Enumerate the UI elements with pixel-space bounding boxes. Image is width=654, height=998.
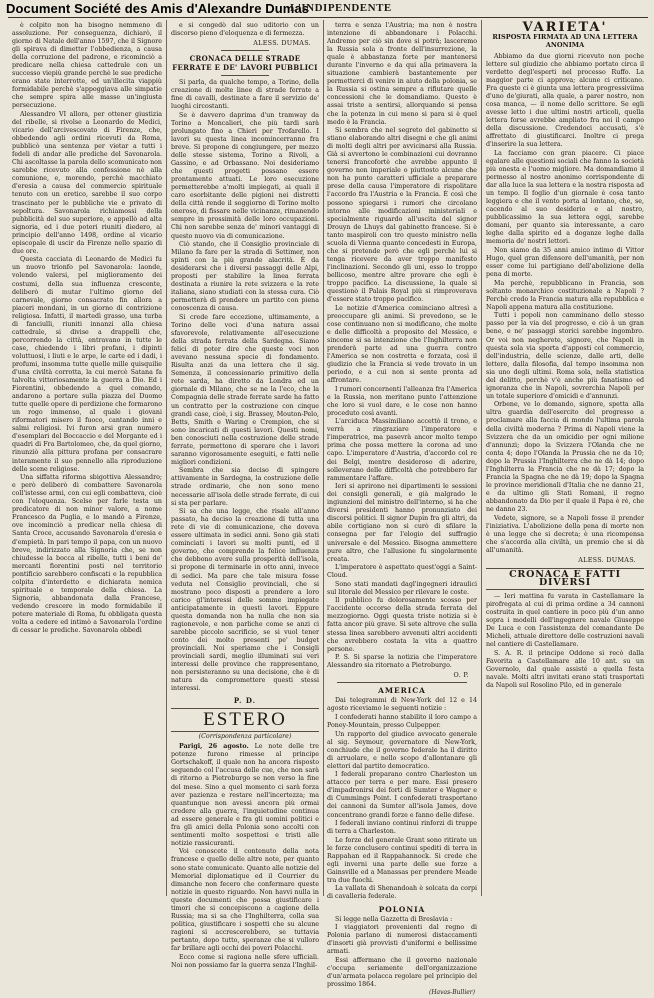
signature: ALESS. DUMAS. — [253, 39, 311, 48]
paragraph: I confederati hanno stabilito il loro campo a Poney-Mountain, presso Culpepper. — [327, 713, 477, 729]
paragraph: Si legge nella Gazzetta di Breslavia : — [335, 915, 453, 923]
column-3 — [327, 22, 477, 997]
paragraph: Le notizie d'America cominciano altresì a preoccupare gli animi. Si prevedono, se le cose continuano non si modificano, che molte e delle difficoltà a proposito del Messico, e sincome si sa intenzione che l'Inghilterra non prenderà parte ad una guerra contro l'America se non costretta e forzata, così il giudizio che la Francia si vede trovato in un periodo, e a cui non si sente pronta ad affrontare. — [327, 304, 477, 385]
divider — [337, 682, 467, 683]
column-2 — [171, 22, 319, 969]
paragraph: Si crede fare eccezione, ultimamente, a Torino delle voci d'una natura assai sfavorevole, relativamente all'esecuzione della strada ferrata della Sardegna. Siamo felici di poter dire che queste voci non avevano nessuna specie di fondamento. Risulta anzi da una lettera che il sig. Semenza, il concessionario primitivo della rete sarda, ha diretto da Londra ed un giornale di Milano, che se ne la l'eco, che la Compagnia delle strade ferrate sarde ha fatto un contratto per la costruzione con cinque grandi case, cioè, i sig. Brassey, Mouton-Pelo, Betts, Smith e Waring e Crempion, che si sono incaricati di questi lavori. Questi nomi, ben conosciuti nella costruzione delle strade ferrate, permettono di sperare che i lavori saranno vigorosamente eseguiti, e fatti nelle migliori condizioni. — [171, 314, 319, 466]
header-rule — [8, 17, 648, 18]
column-divider — [323, 20, 324, 896]
paragraph: La vallata di Shenandoah è solcata da corpi di cavalleria federale. — [327, 885, 477, 901]
paragraph: Si parla, da qualche tempo, a Torino, della creazione di molte linee di strade ferrate a fine di cavalli, destinate a fare il servizio de' luoghi circostanti. — [171, 79, 319, 111]
paragraph: Ecco come si ragiona nelle sfere ufficiali. Noi non possiamo far la guerra senza l'Inghil- — [171, 953, 319, 969]
paragraph: Alessandro VI allora, per ottener giustizia del ribelle, si rivolse a Leonardo de Medici, vicario dell'arcivescovato di Firenze, che, obbedendo agli ordini ricevuti da Roma, pubblicò una sentenza per vietar a tutti i fedeli di andar alle prediche del Savonarola. Chi ascoltasse la parola dello scomunicato non sarebbe ricevuto alla confessione nè alla comunione, e, morendo, perchè macchiato d'eresia a causa del commercio spirituale tenuto con un eretico, sarebbe il suo corpo trascinato per le pubbliche vie e privato di sepoltura. Savonarola richiamossi della pubblicità del suo superiore, e appellò ad alta signoria, ed i due poteri riuniti diedero, al principio dell'anno 1498, ordine al vicario episcopale di uscir da Firenze nello spazio di due ore. — [12, 111, 162, 255]
paragraph: I federali inviano continui rinforzi di truppe di terra a Charleston. — [327, 820, 477, 836]
column-4 — [486, 22, 644, 894]
paragraph: Sono stati mandati dagl'ingegneri idraulici sul litorale del Messico per rilevare le coste. — [327, 580, 477, 596]
paragraph: S. A. R. il principe Oddone si recò dalla Favorita a Castellamare alle 10 ant. su un Governolo, dal quale assisté a quella festa navale. Molti altri invitati erano stati trasportati da Napoli sul Rosolino Pilo, ed in generale — [486, 649, 644, 689]
paragraph: e si congedò dal suo uditorio con un discorso pieno d'eloquenza e di fermezza. — [171, 22, 319, 38]
column-divider — [481, 20, 482, 896]
paragraph: Tutti i popoli non camminano dello stesso passo per la via del progresso, e ciò à un gran bene, e ne' passaggi storici sarebbe ingombro. Or voi non negherete, signore, che Napoli in questa sola via sporta d'apposti col commercio, dell'industria, delle scienze, dalle arti, delle lettere, dalla filosofia, dal tempo insomma non sia uno degli ultimi. Roma sola, nella statistica del delitto, perchè v'è anche più fanatismo ed ignoranza che in Napoli, sovrerchia Napoli per un totale superiore d'omicidi e d'annunzi. — [486, 312, 644, 400]
paragraph: Non siamo da 35 anni amico intimo di Vittor Hugo, quel gran difensore dell'umanità, per non esser come lui partigiano dell'abolizione della pena di morte. — [486, 246, 644, 279]
paragraph: Una siffatta riforma sbigottiva Alessandro; e però deliberò di combattere Savonarola coll'istesse armi, con cui egli combatteva, cioè con l'eloquenza. Scelse per farle testa un predicatore di non minor valore, a nome Francesco da Puglia, e lo mandò a Firenze, ove incominciò a predicar nella chiesa di Santa Croce, accusando Savonarola d'eresia e d'empietà. In pari tempo il papa, con un nuovo breve, indirizzato alla Signoria che, se non chiudesse la bocca al ribelle, tutti i beni de' mercanti fiorentini posti nel territorio pontificio sarebbero confiscati e la repubblica colpita d'interdetto e dichiarata nemica spirituale e temporale della chiesa. La Signoria, abbandonata dalla Francese, vedendo crescere in modo formidabile il potere materiale di Roma, fu obbligata questa volta a cedere ed intimò a Savonarola l'ordine di cessar le prediche. Savonarola obbedì — [12, 474, 162, 635]
section-title-estero: ESTERO — [171, 708, 319, 732]
section-subtitle: RISPOSTA FIRMATA AD UNA LETTERA ANONIMA — [492, 33, 638, 50]
paragraph — [171, 743, 319, 848]
document-watermark: Document Société des Amis d'Alexandre Dumas — [6, 0, 310, 16]
dateline: Parigi, 26 agosto. — [179, 743, 249, 751]
paragraph: La facciamo con gran piacere. Ci piace egalare alle questioni sociali che fanno la società più onesta e l'uomo migliore. Ma domandiamo il permesso al nostro anonimo corrispondente di dar alla luce la sua lettera e la nostra risposta ad un tempo. Il foglio d'un giornale è cosa tanto leggiera e che il vento porta al lontano, che, se, cacendo al suo desiderio e al nostro, pubblicassimo la sua lettera oggi, sarebbe domani, per quanto sia interessante, a caro leghe dalla spirito ed a doganze leghe dalla memoria de' nostri lettori. — [486, 149, 644, 246]
paragraph: L'imperatore è aspettato quest'oggi a Saint-Cloud. — [327, 564, 477, 580]
paragraph: Orbene, ve lo domando, signore, spetta alla ultra guardia dell'esercito del progresso a proclamare alla faccia di mondo l'ultima parola della civiltà moderna ? Prima di Napoli viene la Svizzera che da un omicidio per ogni milione d'annunzi; dopo la Svizzera l'Olanda che ne conta 4; dopo l'Olanda la Prussia che ne da 10; dopo la Prussia l'Inghilterra che ne dà 14; dopo l'Inghilterra la Francia che ne dà 17; dopo la Francia la Spagna che ne dà 19; dopo la Spagna le province meridionali d'Italia che ne danno 21, e da ultimo gli Stati Romani, il regno abbandonato da Dio per il quale il Papa è rè, che ne danno 23. — [486, 401, 644, 513]
section-title-railways: CRONACA DELLE STRADE FERRATE E DE' LAVORI PUBBLICI — [172, 54, 318, 73]
paragraph: Sembra che sia deciso di spingere attivamente in Sardegna, la costruzione delle strade ordinarie, che non sono meno necessarie all'isola delle strade ferrate, di cui si sta per parlare. — [171, 467, 319, 507]
paragraph: è colpito non ha bisogno nemmeno di assoluzione. Per conseguenza, dichiarò, il giorno di Natale dell'anno 1597, che il Signore gli spirava di dimetter l'obbedienza, a causa della corruzione del padrone, e ricominciò a predicare nella chiesa cattedrale con un successo viepiù grande perchè le sue prediche erano state interrotte, ed un'illecita viappiù formidabile perchè s'appoggiava alle simpatie che sempre spira alle masse un'ingiusta persecuzione. — [12, 22, 162, 110]
paragraph: Abbiamo da due giorni ricevuto non poche lettere sul giudizio che abbiamo portato circa il verdetto degl'esperti nel processo Ruffo. La maggior parte ci approva; alcune ci criticano. Fra queste ci è giunta una lettera progressiviima d'uno de'giurati, alla quale, a parer nostro, non cosa manca, — il nome dello scrittore. Se egli avesse letto i due ultimi nostri articoli, quella lettera forse avrebbe ampliato fra noi il campo della discussione. Credendoci accusati, s'è affrettato di giustificarci. Inoltre ci prega d'inserire la sua lettera. — [486, 52, 644, 149]
paragraph: Si sa che una legge, che risale all'anno passato, ha deciso la creazione di tutta una rete di vie di comunicazione, che doveva essere ultimata in sedici anni. Sono già stati cominciati i lavori su molti punti, ed il governo, che comprende la felice influenza che debbono avere sulla prosperità dell'isola, si propone di terminarle in otto anni, invece di sedici. Ma pare che tale misura fosse veduta nel Consiglio provinciali, che si mostrano poco disposti a prendere a loro carico gl'interessi delle somme impiegate anticipatamente in questi lavori. Eppure questa domanda non ha nulla che non sia ragionevole, e non parliche come se anzi ci sarebbe piccolo sacrificio, se si vuol tener conto dei molto presenti pe' budget provinciali. Noi speriamo che i Consigli provinciali sardi, meglio illuminati sui veri interessi delle province che rappresentano, non persisteranno su una decisione, che è di natura da compromettere questi stessi interessi. — [171, 508, 319, 693]
signature: ALESS. DUMAS. — [578, 555, 636, 564]
section-title-polonia: POLONIA — [378, 904, 426, 914]
paragraph: terra e senza l'Austria; ma non è nostra intenzione di abbandonare i Polacchi. Andremo per ciò sin dove si potrà; lasceremo la Russia sola a fronte dell'insurrezione, la quale è abbastanza forte per mantenersi durante l'inverno e da qui alla primavera la situazione cambierà bastantemente per permetterci di venire in aiuto della polonia, se la Russia si ostina sempre a rifiutare quelle concessioni che le domandiamo. Questo è assai triste a sentirsi, allorquando si pensa che la potenza in cui meno si para si è quel medo è la Francia. — [327, 22, 477, 126]
divider — [221, 75, 269, 76]
paragraph: Ciò stando, che il Consiglio provinciale di Milano fa fare per la strada di Settimer, non spinti con la più grande alacrità. È da desiderarsi che i diversi passaggi delle Alpi, proposti per stabilire la linea ferrata destinata a riunire la rete svizzera e la rete italiana, siano studiati con la stessa cura. Ciò permetterà di prendere un partito con piena conoscenza di causa. — [171, 241, 319, 313]
newspaper-masthead: L'INDIPENDENTE — [290, 2, 392, 14]
paragraph: Vedete, signore, se a Napoli fosse il prender l'iniziativa. L'abolizione della pena di morte non è una legge che si decreta; è una ricompensa che s'accorda alla civiltà, un premio che si dà all'umanità. — [486, 514, 644, 554]
section-subtitle: (Corrispondenza particolare) — [198, 733, 292, 741]
paragraph: I federali preparano contro Charleston un attacco per terra e per mare. Essi presero d'impadronirsi dei forti di Sumter e Wagner e di Cummings Point. I confederati trasportano dei cannoni da Sumter all'isola James, dove concentrano grandi forze e fanno delle difese. — [327, 771, 477, 819]
paragraph: Dai telegrammi di New-York del 12 e 14 agosto riceviamo le seguenti notizie : — [327, 697, 477, 713]
column-1 — [12, 22, 162, 894]
paragraph: Ma perchè, repubblicano in Francia, son soltanto monarchico costituzionale a Napoli ? Perchè credo la Francia matura alla repubblica e Napoli appena matura alla costituzione. — [486, 279, 644, 311]
paragraph: P. S. Si sparse la notizia che l'imperatore Alessandro sia ritornato a Pietroburgo. — [327, 654, 477, 670]
signature: O. P. — [453, 671, 469, 680]
section-title-america: AMERICA — [378, 686, 426, 696]
section-title-varieta: VARIETA' — [522, 20, 608, 35]
paragraph: Si sembra che nel segreto del gabinetto si stiano elaborando altri disegni e che gli animi di molti degli altri per avvicinarsi alla Russia. Già si avvertono le combinazioni cui dovranno tenersi francofortè che avrebbe appunto il governo non imperiale o piuttosto alcune che non ha punto caratteri ufficiale a preparare prese della causa l'imperatore di rispolitare l'accordo fra l'Austria e la Francia. È così che possono spiegarsi i rumori che circolano intorno alle modificazioni ministeriali e specialmente riguardo all'uscita del signor Drouyn de Lhuys dal gabinetto francese. Si è tanto maspiroli con tro questo ministro nella scuola di Vienna quanto concedesti in Europa, che si pretende però che egli perchè lui si tenga ricevere da aver troppo manifesto l'inclinazioni. Secondo gli uni, esso lo troppo bellicoso, mentre altre provare che egli è troppo pacifico. La discussione, la quale si questionò il Palais Royal più si rimproverava d'essere stato troppo pacifico. — [327, 127, 477, 304]
column-divider — [166, 20, 167, 896]
paragraph: Se è davvero daprima d'un tramway da Torino a Moncalieri, che più tardi sarà prolungato fino a Chieri per Trofarello. I lavori su questa linea incomincerranno fra breve. Si propone di congiungere, per mezzo delle stesse sistema, Torino a Rivoli, a Gassino, e ad Orbassano. Noi desideriamo che questi progetti possano essere prontamente attuati. Le loro esecuzione permetterebbe a'molti impiegati, ai quali il caro esorbitante delle pigioni nei distretti della città rende il soggiorno di Torino molto oneroso, di fissare nelle vicinanze, rimanendo sempre in prossimità delle loro occupazioni. Chi non sarebbe senza de' minori vantaggi di questo nuovo via di comunicazione. — [171, 111, 319, 240]
signature: P. D. — [233, 696, 257, 706]
paragraph: Il pubblico fu dolorosamente scosso per l'accidente occorso della strada ferrata del mezzogiorno. Oggi questa triste notizia si è fatta ancor più grave. Sì sete altrove che sulla stessa linea sarebbero avvenuti altri accidenti che avrebbero costata la vita a quattro persone. — [327, 597, 477, 653]
paragraph: Ieri si aprirono nei dipartimenti le sessioni dei consigli generali, e già malgrado le ingiunzioni del ministro dell'interno, si ha che diversi presidenti hanno pronunziato dei discorsi politici. Il signor Dupin fra gli altri, da abile cortigiano non si curò di sfilare la consegna per far l'elogio del suffragio universale e del Messico. Bisogna ammettere pure altro, che l'allusione fu singolarmente creata. — [327, 483, 477, 563]
paragraph: — Ieri mattina fu varata in Castellamare la pirofregata al cui di prima ordine a 34 cannoni costruita in quel cantiere in poco più d'un anno sopra i modelli dell'ingegnere navale Giuseppe De Luca e con l'assistenza del comandante De Micheli, attuale direttore delle costruzioni navali nel cantiere di Castellamare. — [486, 592, 644, 649]
paragraph-text: Le note delle tre potenze furono rimesse al principe Gortschakoff, il quale non ha ancora risposto seguendo col l'accusa delle cue, che non sarà di ritorno a Pietroburgo se non verso la fine del mese. Sino a quel momento ci sarà forza aver pazienza e restare nell'incertezza; ma quantunque non avessi ancora più ormai credere alla guerra, l'inquietudine continua ad essere generale e fra gli uomini politici e fra gli amici della Polonia sono accolti con sentimenti molto sospettosi e tristi alle notizie rassicuranti. — [171, 743, 319, 847]
section-title-cronaca: CRONACA E FATTI DIVERSI — [486, 568, 644, 590]
paragraph: Voi conoscete il contenuto della nota francese e quello delle altre note, per quanto sono state comunicate. Quanto alle notizie del Memorial diplomatique ed il Courrier du dimanche non fecero che confermare queste notizie in questo riguardo. Non havvi nulla in queste documenti che possa giustificare i timori che si concepiscono a cagione della Russia; ma si sa che l'Inghilterra, colla sua politica, giustificare i sospetti che su alcune ragioni si accrescerebbero, se tuttavia pertanto, dopo tutto, speranze che si vulloro far brillare agli occhi dei poveri Polacchi. — [171, 848, 319, 952]
paragraph: L'arciduca Massimiliano accettò il trono, e verrà a ringraziare l'imperatore e l'imperatrice, ma pasevrà ancor molto tempo prima che possa mettere la corona ad uno capo. L'imperatore d'Austria, d'accordo col re dei Belgi, mentre desideroso di aderire, solleverano delle difficoltà che potrebbero far rammentare l'affare. — [327, 418, 477, 482]
source-credit: (Havas-Bullier) — [428, 989, 475, 997]
paragraph: Un rapporto del giudice avvocato generale al sig. Seymour, governatore di New-York, conchiude che il governo federale ha il diritto di arruolare, e nello scopo d'allontanare gli elettori dal partito democratico. — [327, 730, 477, 770]
paragraph: Questa cacciata di Leonardo de Medici fu un nuovo trionfo pel Savonarola: laonde, volendo valersi, pel miglioramento dei costumi, della sua influenza crescente, deliberò di mutar l'ultimo giorno del carnevale, giorno consacrato fin allora a piaceri mondani, in un giorno di contrizione religiosa. Infatti, il martedì grasso, una turba di fanciulli, riuniti innanzi alla chiesa cattedrale, si divise a drappelli che, percorrendo la città, entravano in tutte le case, chiedendo i libri profani, i dipinti voluttuosi, i liuti e le arpe, le carte ed i dadi, i profumi, insomma tutte quelle mille quisquilie d'una civiltà corrotta, la cui mercè Satana fa talvolta vittoriosamente la guerra a Dio. Ed i Fiorentini, obbedendo a quel comando, andarono a portare sulla piazza del Duomo tutte quelle opere di perdizione che formarono un rogo immenso, al quale i giovani riformatori misero il fuoco, cantando inni e salmi religiosi. Ivi furon arsi gran numero d'esemplari del Boccaccio e del Morgante ed i quadri di Fra Bartolomeo, che, da quel giorno, rinunziò alla pittura profana per consacrare interamente il suo pennello alla riproduzione delle scene religiose. — [12, 256, 162, 473]
paragraph: Le forze del generale Grant sono ritirate un le forze conclusero continui spediti di terra in Rappahan ed il Rappahannock. Si crede che egli inverni una parte delle sue forze a Gainsville ed a Manassas per prendere Meade tra due fuochi. — [327, 836, 477, 884]
divider — [221, 50, 269, 51]
paragraph: I rumori concernenti l'alleanza fra l'America e la Russia, non meritano punto l'attenzione che loro si vuol dare, e le cose non hanno proceduto così avanti. — [327, 385, 477, 417]
paragraph: Essi affermano che il governo nazionale c'occupa seriamente dell'organizzazione d'un'armata polacca regolare pel principio del prossimo 1864. — [327, 956, 477, 988]
paragraph: I viaggiatori provenienti dal regno di Polonia parlano di numerosi distaccamenti d'insorti già provvisti d'uniformi e bellissime armati. — [327, 924, 477, 956]
